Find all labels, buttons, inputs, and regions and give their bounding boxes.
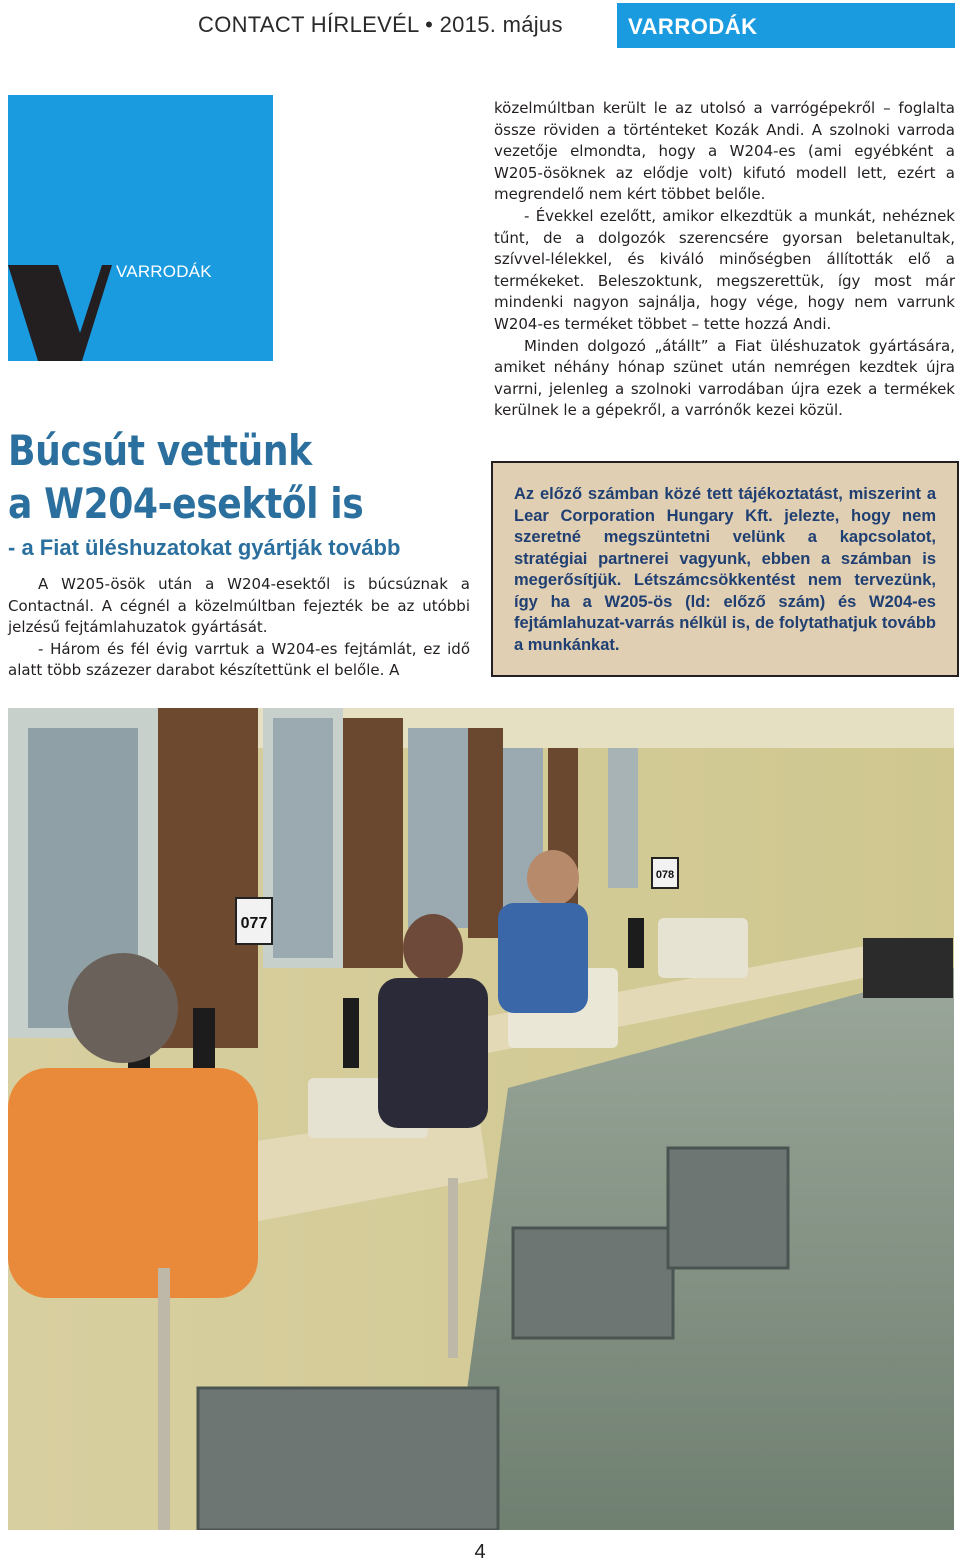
article-paragraph: Minden dolgozó „átállt” a Fiat üléshuzatok gyártására, amiket néhány hónap szünet után nemrégen kezdtek újra varrni, jelenleg a szolnoki varrodában újra ezek a termékek kerülnek le a gépekről, a varrónők kezei közül. — [494, 336, 955, 420]
sewing-room-illustration — [8, 708, 954, 1530]
article-paragraph: A W205-ösök után a W204-esektől is búcsúznak a Contactnál. A cégnél a közelmúltban fejezték be az utóbbi jelzésű fejtámlahuzatok gyártását. — [8, 575, 470, 637]
section-logo — [8, 95, 273, 361]
logo-label: VARRODÁK — [116, 262, 212, 281]
logo-v-glyph — [8, 95, 273, 361]
page-number: 4 — [474, 1541, 486, 1563]
header-newsletter-title: CONTACT HÍRLEVÉL • 2015. május — [198, 12, 563, 37]
machine-sign-077: 077 — [240, 915, 268, 932]
article-subtitle: - a Fiat üléshuzatokat gyártják tovább — [8, 535, 401, 560]
article-right-column — [494, 98, 955, 422]
notice-box — [491, 461, 959, 677]
article-paragraph: közelmúltban került le az utolsó a varrógépekről – foglalta össze röviden a történteket Kozák Andi. A szolnoki varroda vezetője elmondta, hogy a W204-es (ami egyébként a W205-ösöknek az elődje volt) kifutó modell lett, ezért a megrendelő nem kért többet belőle. — [494, 99, 955, 204]
section-badge — [617, 3, 955, 48]
article-title-line-2: a W204-esektől is — [8, 479, 364, 528]
article-title — [8, 424, 363, 530]
machine-sign-078: 078 — [655, 869, 675, 881]
section-badge-label: VARRODÁK — [628, 14, 758, 39]
article-paragraph: - Évekkel ezelőtt, amikor elkezdtük a munkát, nehéznek tűnt, de a dolgozók szerencsére gyorsan beletanultak, szívvel-lélekkel, és kiváló minőségben állították elő a termékeket. Beleszoktunk, megszerettük, így most már mindenki nagyon sajnálja, hogy vége, hogy nem varrunk W204-es terméket többet – tette hozzá Andi. — [494, 206, 955, 333]
article-left-column — [8, 574, 470, 682]
sewing-room-photo — [8, 708, 954, 1530]
article-title-line-1: Búcsút vettünk — [8, 426, 312, 475]
notice-text: Az előző számban közé tett tájékoztatást, miszerint a Lear Corporation Hungary Kft. jelezte, hogy nem szeretné megszüntetni velünk a kapcsolatot, stratégiai partnerei vagyunk, ebben a számban is megerősítjük. Létszámcsökkentést nem tervezünk, így ha a W205-ös (ld: előző szám) és W204-es fejtámlahuzat-varrás nélkül is, de folytathatjuk tovább a munkánkat. — [514, 485, 936, 654]
article-paragraph: - Három és fél évig varrtuk a W204-es fejtámlát, ez idő alatt több százezer darabot készítettünk el belőle. A — [8, 639, 470, 680]
